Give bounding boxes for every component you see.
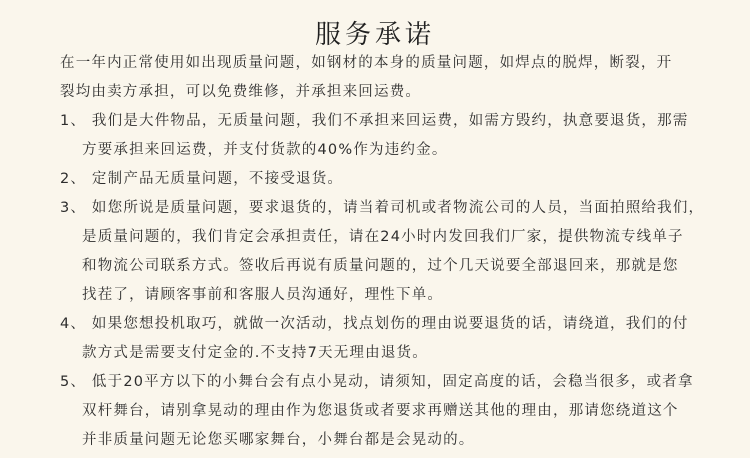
- text-line: 5、 低于20平方以下的小舞台会有点小晃动，请须知，固定高度的话，会稳当很多，或者拿: [60, 374, 694, 390]
- text-line: 2、 定制产品无质量问题，不接受退货。: [60, 171, 344, 187]
- text-line: 款方式是需要支付定金的.不支持7天无理由退货。: [82, 345, 428, 361]
- text-line: 并非质量问题无论您买哪家舞台，小舞台都是会晃动的。: [82, 432, 475, 448]
- text-line: 和物流公司联系方式。签收后再说有质量问题的，过个几天说要全部退回来，那就是您: [82, 258, 679, 274]
- page-title: 服务承诺: [314, 20, 435, 50]
- text-line: 方要承担来回运费，并支付货款的40%作为违约金。: [82, 142, 448, 158]
- text-line: 双杆舞台，请别拿晃动的理由作为您退货或者要求再赠送其他的理由，那请您绕道这个: [82, 403, 679, 419]
- text-line: 找茬了，请顾客事前和客服人员沟通好，理性下单。: [82, 287, 444, 303]
- text-line: 1、 我们是大件物品，无质量问题，我们不承担来回运费，如需方毁约，执意要退货，那需: [60, 113, 689, 129]
- text-line: 4、 如果您想投机取巧，就做一次活动，找点划伤的理由说要退货的话，请绕道，我们的付: [60, 316, 689, 332]
- text-line: 是质量问题的，我们肯定会承担责任，请在24小时内发回我们厂家，提供物流专线单子: [82, 229, 684, 245]
- text-line: 裂均由卖方承担，可以免费维修，并承担来回运费。: [60, 84, 422, 100]
- text-line: 3、 如您所说是质量问题，要求退货的，请当着司机或者物流公司的人员，当面拍照给我们，: [60, 200, 705, 216]
- text-line: 在一年内正常使用如出现质量问题，如钢材的本身的质量问题，如焊点的脱焊，断裂，开: [60, 55, 673, 71]
